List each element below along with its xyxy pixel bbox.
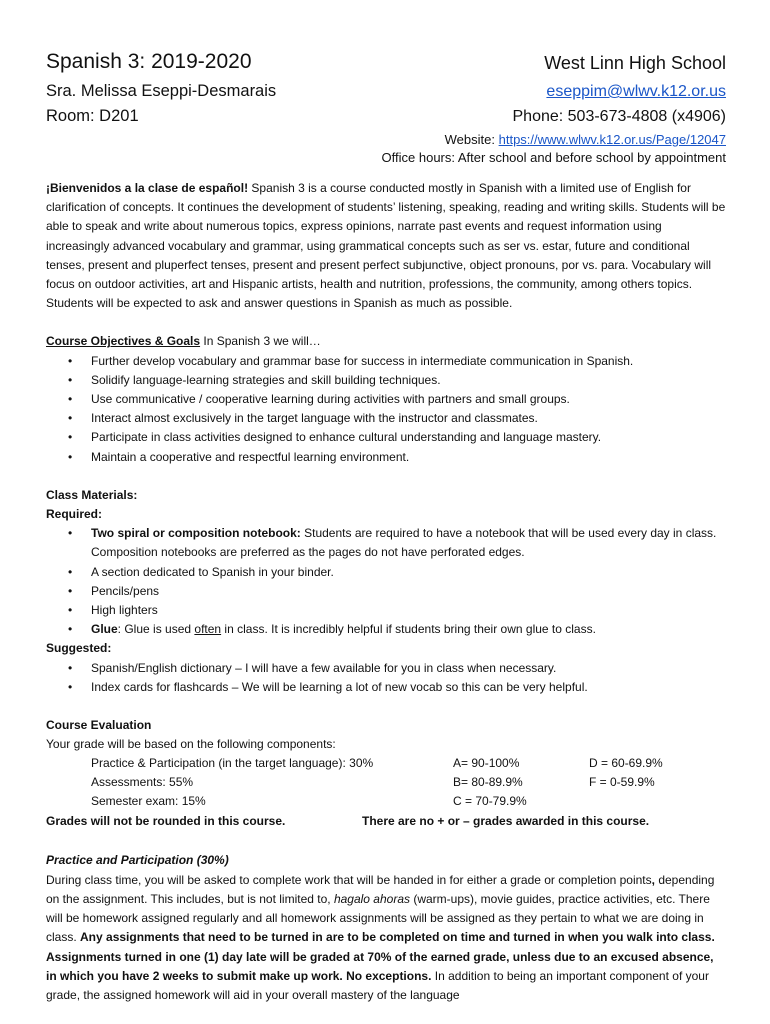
component-assessments: Assessments: 55% bbox=[91, 775, 194, 790]
teacher-name: Sra. Melissa Eseppi-Desmarais bbox=[46, 82, 277, 100]
welcome-text: ¡Bienvenidos a la clase de español! bbox=[46, 181, 249, 195]
evaluation-heading: Course Evaluation bbox=[46, 718, 152, 733]
website-link[interactable]: https://www.wlwv.k12.or.us/Page/12047 bbox=[498, 132, 726, 147]
list-item: • A section dedicated to Spanish in your binder. bbox=[46, 563, 726, 582]
grade-a: A= 90-100% bbox=[453, 756, 520, 771]
component-participation: Practice & Participation (in the target language): 30% bbox=[91, 756, 374, 771]
suggested-list bbox=[46, 659, 726, 697]
course-title: Spanish 3: 2019-2020 bbox=[46, 50, 252, 73]
late-policy: Any assignments that need to be turned in are to be completed on time and turned in when you walk into class. Assignments turned in one (1) day late will be graded at 70% of the earned grade, unless due to an excused absence, in which you have 2 weeks to submit make up work. No exceptions. bbox=[46, 930, 715, 983]
grade-d: D = 60-69.9% bbox=[589, 756, 663, 771]
practice-text-1: During class time, you will be asked to complete work that will be handed in for either a grade or completion points bbox=[46, 872, 652, 887]
syllabus-page bbox=[46, 50, 726, 1005]
list-item: • Maintain a cooperative and respectful learning environment. bbox=[46, 448, 726, 467]
suggested-label: Suggested: bbox=[46, 641, 112, 656]
evaluation-lead: Your grade will be based on the following components: bbox=[46, 737, 336, 752]
glue-often: often bbox=[194, 622, 222, 637]
office-hours: Office hours: After school and before school by appointment bbox=[381, 150, 726, 165]
notebook-bold: Two spiral or composition notebook: bbox=[91, 526, 301, 541]
glue-bold: Glue bbox=[91, 622, 118, 637]
component-semester-exam: Semester exam: 15% bbox=[91, 794, 206, 809]
practice-heading: Practice and Participation (30%) bbox=[46, 853, 229, 868]
list-item bbox=[46, 620, 726, 639]
required-list bbox=[46, 524, 726, 639]
list-item: • Spanish/English dictionary – I will have a few available for you in class when necessary. bbox=[46, 659, 726, 678]
objectives-heading: Course Objectives & Goals bbox=[46, 334, 201, 349]
practice-comma: , bbox=[651, 872, 655, 887]
evaluation-section bbox=[46, 716, 726, 832]
materials-heading: Class Materials: bbox=[46, 487, 138, 502]
intro-text: Spanish 3 is a course conducted mostly in Spanish with a limited use of English for clarification of concepts. It continues the development of students’ listening, speaking, reading and writing skills. Students will be able to speak and write about numerous topics, express opinions, narrate past events and request information using increasingly advanced vocabulary and grammar, using grammatical concepts such as ser vs. estar, future and conditional tenses, present and pluperfect tenses, present and present perfect subjunctive, object pronouns, por vs. para. Vocabulary will focus on outdoor activities, art and Hispanic artists, health and nutrition, professions, the community, among others topics. Students will be expected to ask and answer questions in Spanish as much as possible. bbox=[46, 181, 726, 311]
grade-c: C = 70-79.9% bbox=[453, 794, 527, 809]
list-item: • Participate in class activities designed to enhance cultural understanding and language mastery. bbox=[46, 428, 726, 447]
list-item: • Further develop vocabulary and grammar base for success in intermediate communication in Spanish. bbox=[46, 352, 726, 371]
list-item: • Index cards for flashcards – We will be learning a lot of new vocab so this can be very helpful. bbox=[46, 678, 726, 697]
notebook-text: Students are required to have a notebook that will be used every day in class. Composition notebooks are preferred as the pages do not have perforated edges. bbox=[91, 526, 717, 560]
grade-f: F = 0-59.9% bbox=[589, 775, 655, 790]
practice-text-2: depending on the assignment. This includes, but is not limited to, bbox=[46, 872, 715, 906]
no-rounding-note: Grades will not be rounded in this course. bbox=[46, 814, 286, 829]
intro-paragraph bbox=[46, 179, 726, 313]
grade-breakdown bbox=[46, 754, 726, 812]
practice-paragraph bbox=[46, 871, 726, 1005]
no-plus-minus-note: There are no + or – grades awarded in this course. bbox=[362, 814, 650, 829]
glue-text-post: in class. It is incredibly helpful if students bring their own glue to class. bbox=[221, 622, 596, 637]
list-item: • Use communicative / cooperative learning during activities with partners and small groups. bbox=[46, 390, 726, 409]
list-item: • Pencils/pens bbox=[46, 582, 726, 601]
practice-text-4: In addition to being an important component of your grade, the assigned homework will aid in your overall mastery of the language bbox=[46, 968, 709, 1002]
list-item bbox=[46, 524, 726, 562]
list-item: • High lighters bbox=[46, 601, 726, 620]
objectives-heading-line bbox=[46, 332, 726, 351]
objectives-section bbox=[46, 332, 726, 466]
materials-section bbox=[46, 486, 726, 697]
website-label: Website: bbox=[444, 132, 495, 147]
list-item: • Interact almost exclusively in the target language with the instructor and classmates. bbox=[46, 409, 726, 428]
school-name: West Linn High School bbox=[544, 53, 726, 73]
email-link[interactable]: eseppim@wlwv.k12.or.us bbox=[546, 83, 726, 100]
hagalo-ahoras: hagalo ahoras bbox=[333, 891, 410, 906]
room-number: Room: D201 bbox=[46, 107, 139, 125]
grade-notes bbox=[46, 812, 726, 832]
objectives-list bbox=[46, 352, 726, 467]
required-label: Required: bbox=[46, 507, 103, 522]
objectives-lead: In Spanish 3 we will… bbox=[200, 334, 321, 349]
practice-text-3: (warm-ups), movie guides, practice activities, etc. There will be homework assigned regularly and all homework assignments will be assigned as they pertain to what we are doing in class. bbox=[46, 891, 710, 945]
grade-b: B= 80-89.9% bbox=[453, 775, 523, 790]
practice-section bbox=[46, 851, 726, 1005]
list-item: • Solidify language-learning strategies and skill building techniques. bbox=[46, 371, 726, 390]
syllabus-header bbox=[46, 50, 726, 134]
glue-text-pre: : Glue is used bbox=[117, 622, 195, 637]
phone-number: Phone: 503-673-4808 (x4906) bbox=[512, 108, 726, 125]
